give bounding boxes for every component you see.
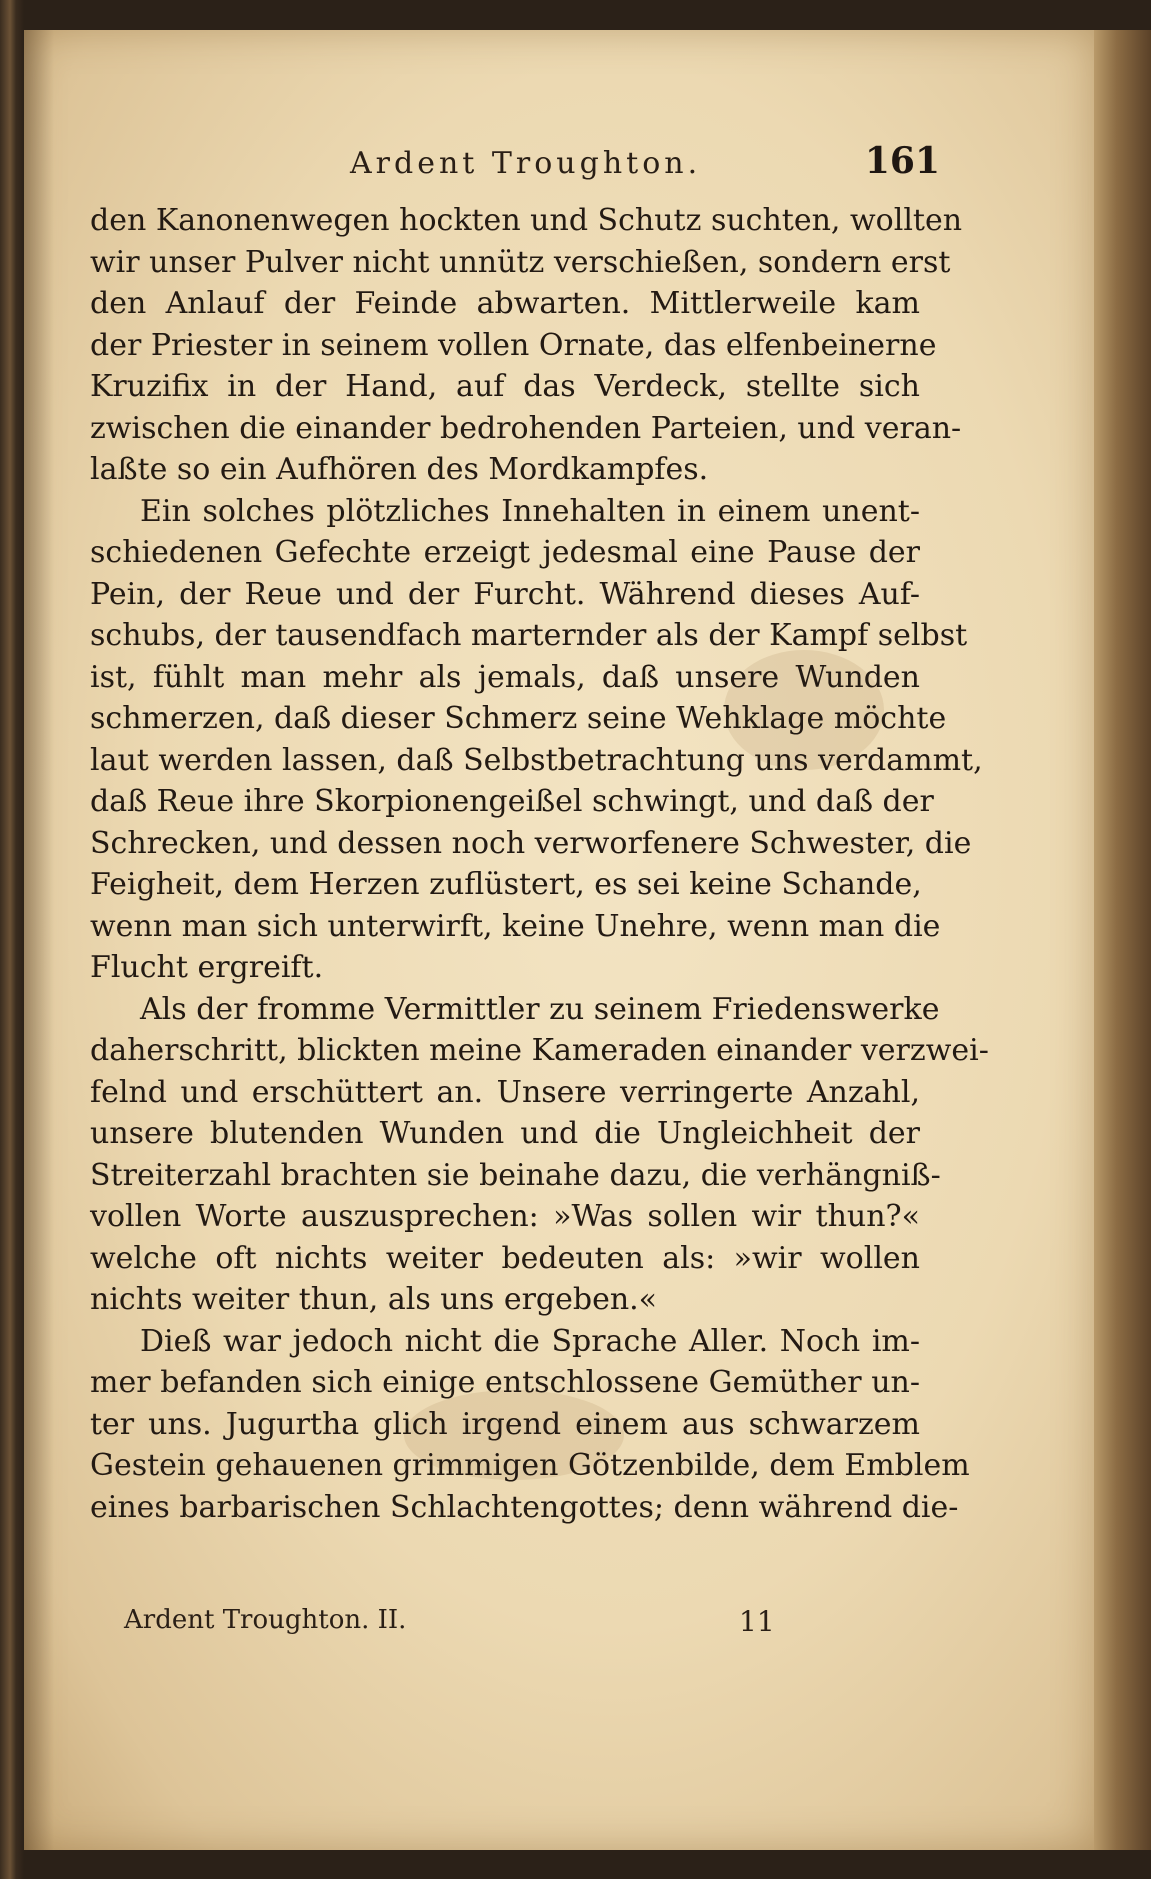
text-line: der Priester in seinem vollen Ornate, das elfenbeinerne: [90, 327, 937, 363]
page-number: 161: [864, 140, 940, 182]
page-edge: [1094, 30, 1151, 1850]
text-line: schiedenen Gefechte erzeigt jedesmal eine Pause der: [90, 535, 920, 570]
text-line: Als der fromme Vermittler zu seinem Friedenswerke: [140, 991, 940, 1027]
page-footer: [124, 1605, 824, 1650]
text-line: den Kanonenwegen hockten und Schutz suchten, wollten: [90, 203, 963, 238]
text-line: laßte so ein Aufhören des Mordkampfes.: [90, 452, 709, 487]
page-header: [95, 140, 940, 190]
text-line: vollen Worte auszusprechen: »Was sollen wir thun?«: [90, 1199, 920, 1234]
text-line: eines barbarischen Schlachtengottes; denn während die-: [90, 1489, 959, 1525]
text-line: unsere blutenden Wunden und die Ungleichheit der: [90, 1116, 920, 1151]
text-line: Dieß war jedoch nicht die Sprache Aller. Noch im-: [140, 1323, 920, 1359]
text-line: mer befanden sich einige entschlossene Gemüther un-: [90, 1365, 920, 1400]
text-line: ter uns. Jugurtha glich irgend einem aus schwarzem: [90, 1406, 920, 1442]
sheet-number: 11: [739, 1605, 775, 1638]
text-line: nichts weiter thun, als uns ergeben.«: [90, 1282, 658, 1317]
text-line: Flucht ergreift.: [90, 950, 324, 985]
text-line: welche oft nichts weiter bedeuten als: »wir wollen: [90, 1240, 920, 1276]
text-line: wenn man sich unterwirft, keine Unehre, wenn man die: [90, 908, 941, 944]
text-line: Ein solches plötzliches Innehalten in einem unent-: [140, 493, 920, 529]
text-line: schmerzen, daß dieser Schmerz seine Wehklage möchte: [90, 701, 947, 736]
text-line: wir unser Pulver nicht unnütz verschießen, sondern erst: [90, 244, 951, 280]
text-line: den Anlauf der Feinde abwarten. Mittlerweile kam: [90, 286, 920, 321]
text-line: Streiterzahl brachten sie beinahe dazu, die verhängniß-: [90, 1157, 941, 1193]
text-line: daherschritt, blickten meine Kameraden einander verzwei-: [90, 1033, 989, 1068]
signature-mark: Ardent Troughton. II.: [124, 1605, 407, 1635]
text-line: Pein, der Reue und der Furcht. Während dieses Auf-: [90, 576, 920, 612]
text-line: ist, fühlt man mehr als jemals, daß unsere Wunden: [90, 659, 920, 695]
text-line: daß Reue ihre Skorpionengeißel schwingt, und daß der: [90, 784, 934, 819]
text-line: laut werden lassen, daß Selbstbetrachtung uns verdammt,: [90, 742, 983, 778]
text-line: Kruzifix in der Hand, auf das Verdeck, stellte sich: [90, 369, 920, 404]
text-line: schubs, der tausendfach marternder als der Kampf selbst: [90, 618, 968, 653]
text-line: felnd und erschüttert an. Unsere verringerte Anzahl,: [90, 1074, 920, 1110]
text-line: Gestein gehauenen grimmigen Götzenbilde, dem Emblem: [90, 1448, 970, 1483]
body-text: [90, 200, 989, 1528]
running-title: Ardent Troughton.: [350, 146, 702, 181]
text-line: Feigheit, dem Herzen zuflüstert, es sei keine Schande,: [90, 867, 922, 902]
text-line: zwischen die einander bedrohenden Parteien, und veran-: [90, 410, 962, 446]
text-line: Schrecken, und dessen noch verworfenere Schwester, die: [90, 825, 972, 861]
page-gutter-shadow: [24, 30, 54, 1850]
